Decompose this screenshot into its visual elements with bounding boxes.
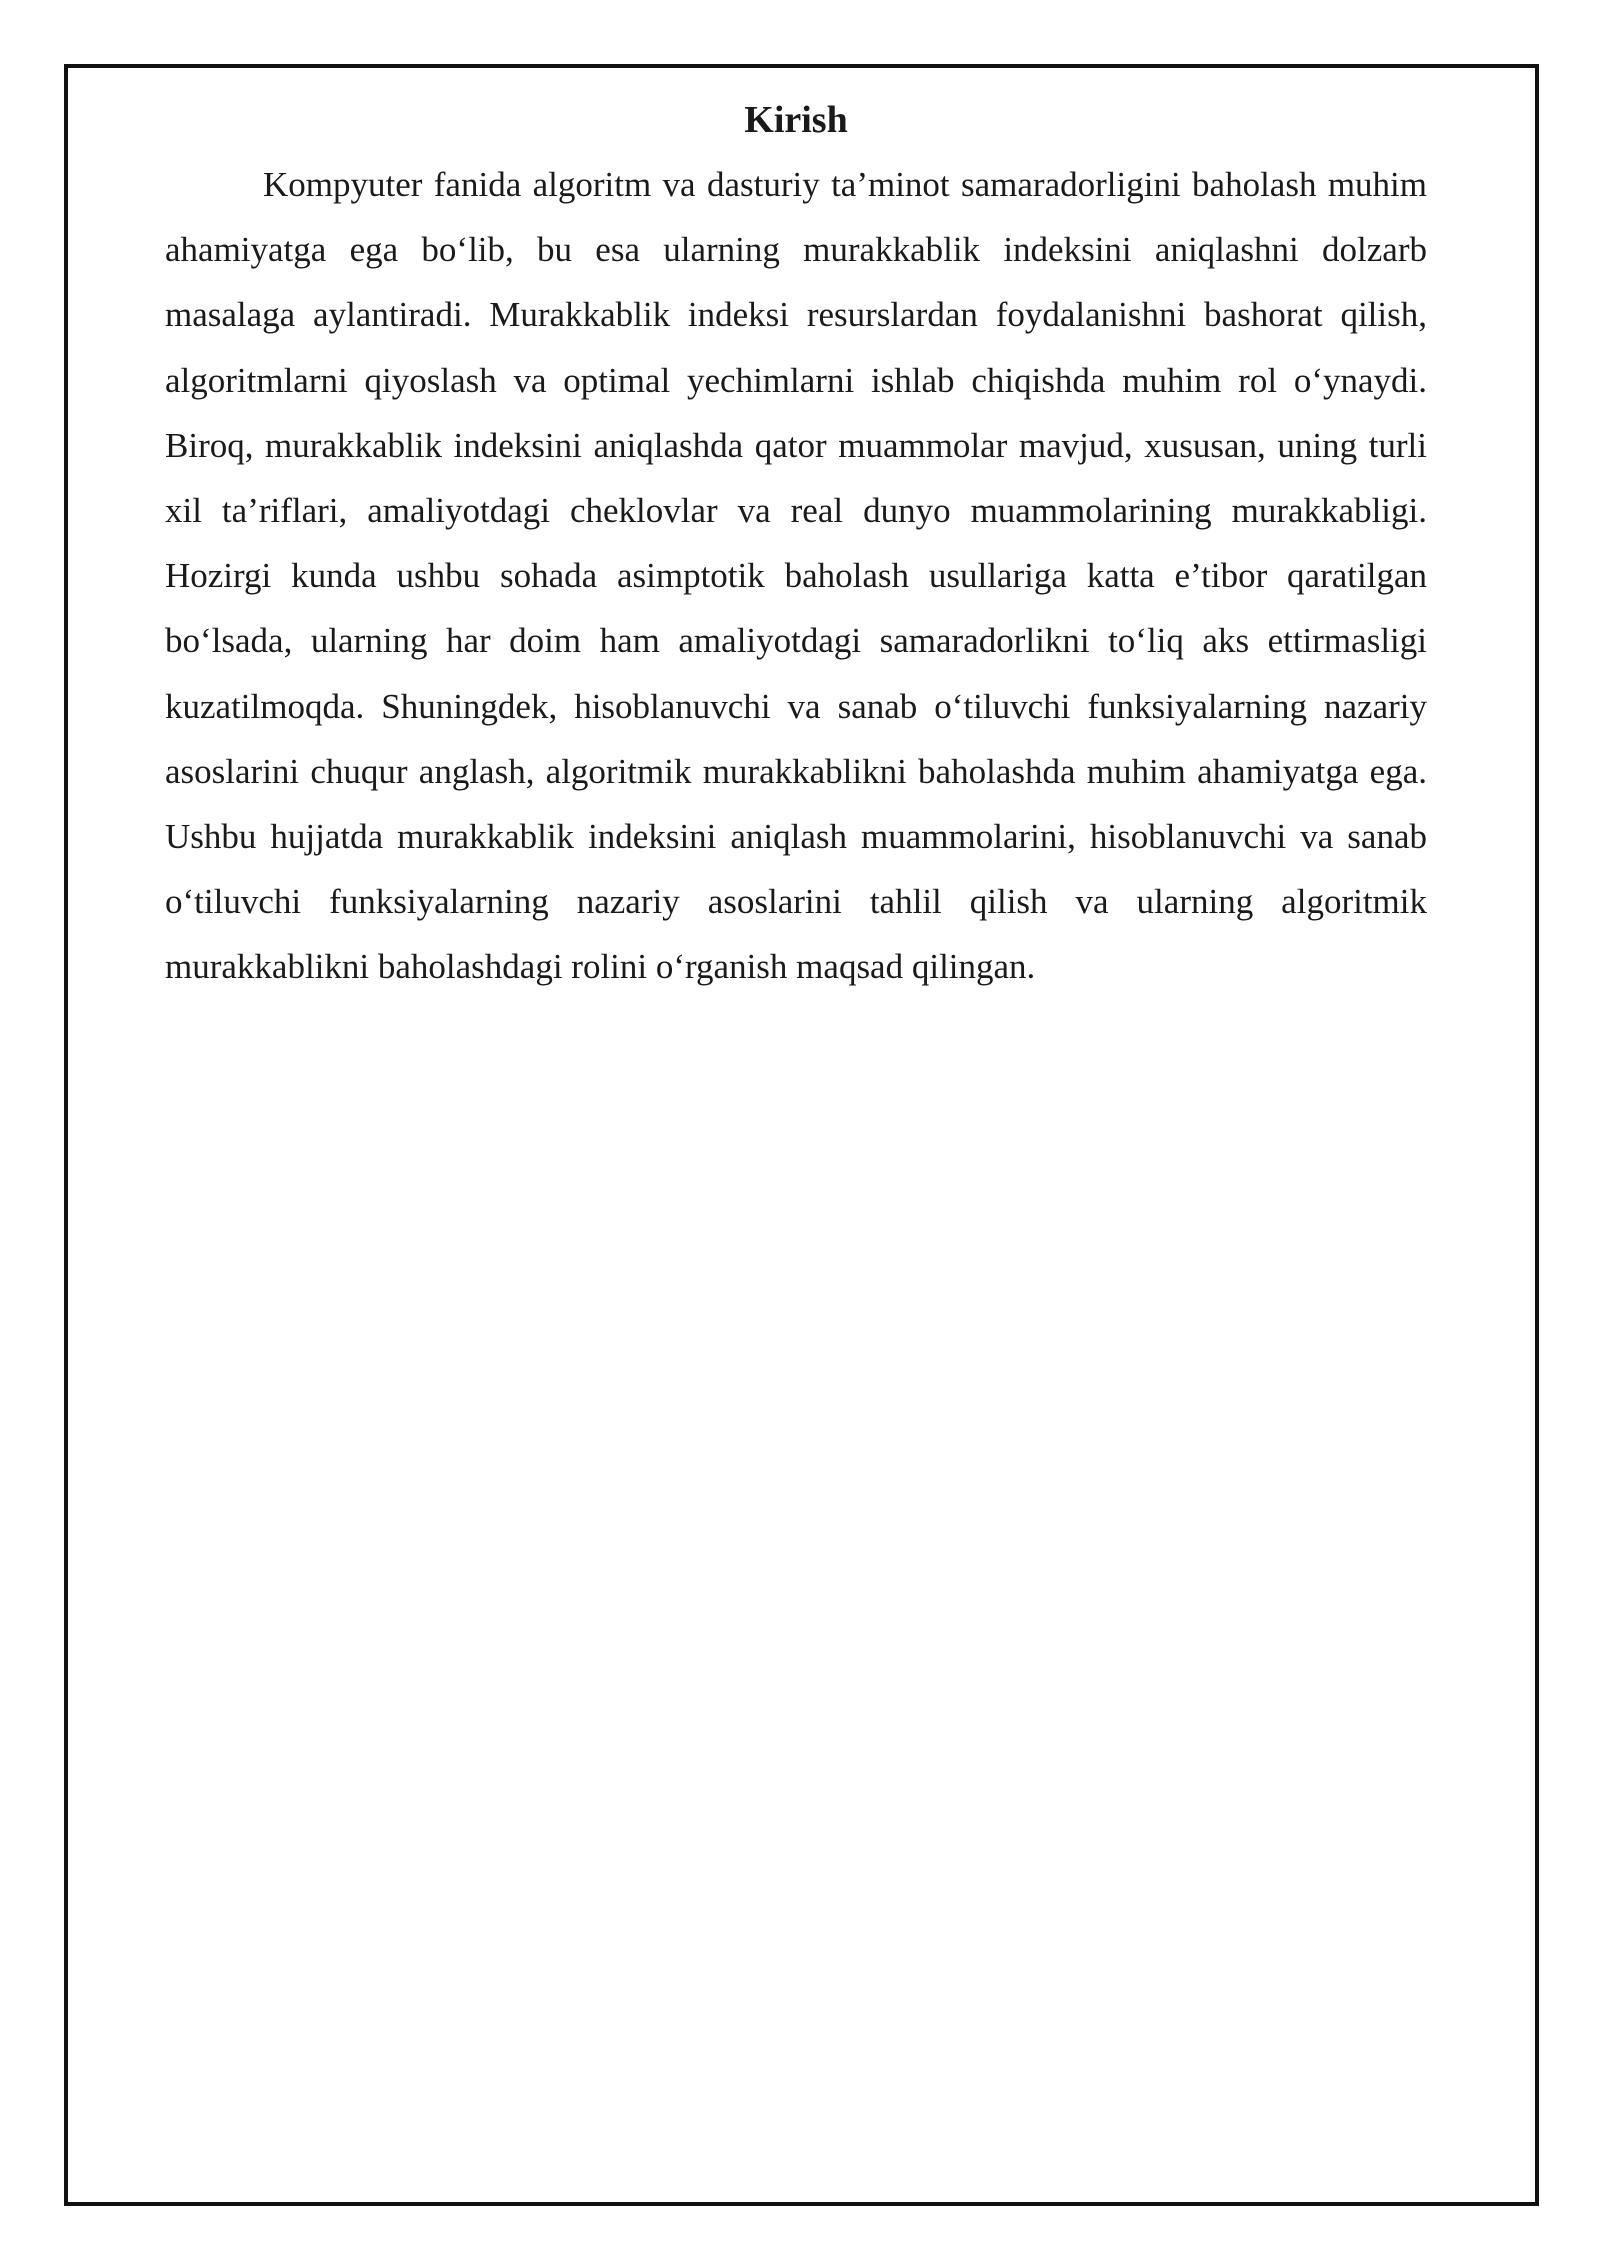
section-title: Kirish xyxy=(744,99,848,141)
body-paragraph: Kompyuter fanida algoritm va dasturiy ta’minot samaradorligini baholash muhim ahamiyatga ega bo‘lib, bu esa ularning murakkablik indeksini aniqlashni dolzarb masalaga aylantiradi. Murakkablik indeksi resurslardan foydalanishni bashorat qilish, algoritmlarni qiyoslash va optimal yechimlarni ishlab chiqishda muhim rol o‘ynaydi. Biroq, murakkablik indeksini aniqlashda qator muammolar mavjud, xususan, uning turli xil ta’riflari, amaliyotdagi cheklovlar va real dunyo muammolarining murakkabligi. Hozirgi kunda ushbu sohada asimptotik baholash usullariga katta e’tibor qaratilgan bo‘lsada, ularning har doim ham amaliyotdagi samaradorlikni to‘liq aks ettirmasligi kuzatilmoqda. Shuningdek, hisoblanuvchi va sanab o‘tiluvchi funksiyalarning nazariy asoslarini chuqur anglash, algoritmik murakkablikni baholashda muhim ahamiyatga ega. Ushbu hujjatda murakkablik indeksini aniqlash muammolarini, hisoblanuvchi va sanab o‘tiluvchi funksiyalarning nazariy asoslarini tahlil qilish va ularning algoritmik murakkablikni baholashdagi rolini o‘rganish maqsad qilingan. xyxy=(165,165,1427,987)
document-body xyxy=(165,88,1427,1000)
